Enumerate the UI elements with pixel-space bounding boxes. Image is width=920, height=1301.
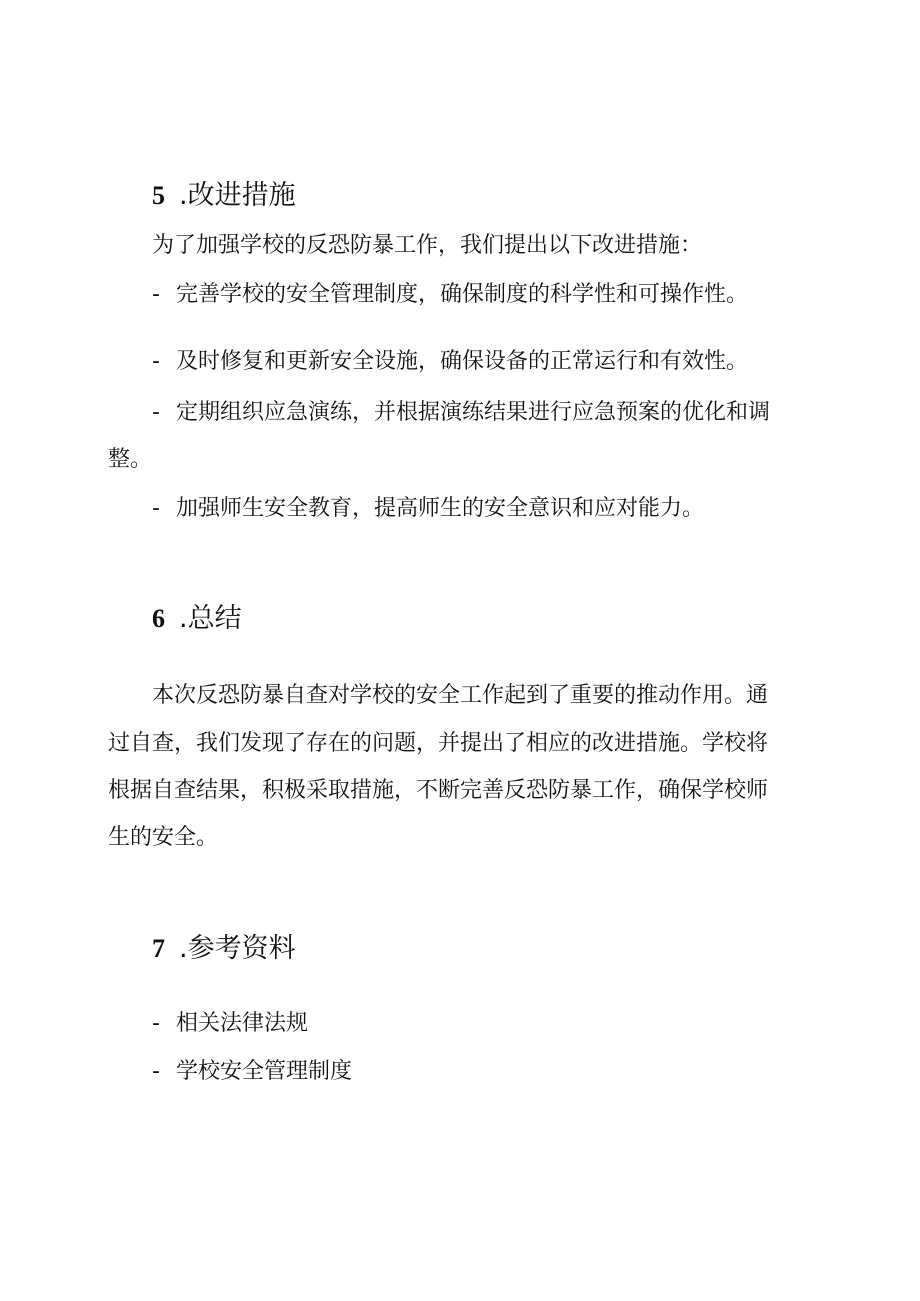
section-5-item-3 — [152, 398, 770, 428]
section-7-title: .参考资料 — [179, 933, 296, 964]
section-6-number: 6 — [152, 604, 165, 633]
section-7-heading — [152, 933, 296, 965]
section-5-item-3-text: 定期组织应急演练，并根据演练结果进行应急预案的优化和调 — [176, 400, 771, 425]
section-6-paragraph-line-1: 本次反恐防暴自查对学校的安全工作起到了重要的推动作用。通 — [152, 683, 769, 708]
section-7-item-2-text: 学校安全管理制度 — [176, 1059, 353, 1084]
section-6-paragraph-line-3: 根据自查结果，积极采取措施，不断完善反恐防暴工作，确保学校师 — [108, 778, 769, 803]
bullet-dash: - — [152, 400, 160, 425]
bullet-dash: - — [152, 282, 160, 307]
section-6-heading — [152, 603, 242, 635]
section-6-paragraph-line-2: 过自查，我们发现了存在的问题，并提出了相应的改进措施。学校将 — [108, 731, 769, 756]
section-5-item-2 — [152, 347, 748, 377]
section-5-item-4 — [152, 494, 704, 524]
section-5-heading — [152, 180, 296, 212]
section-5-item-1 — [152, 280, 748, 310]
bullet-dash: - — [152, 1059, 160, 1084]
section-7-item-1-text: 相关法律法规 — [176, 1011, 309, 1036]
bullet-dash: - — [152, 496, 160, 521]
section-5-item-3-continuation: 整。 — [108, 447, 153, 472]
section-5-number: 5 — [152, 181, 165, 210]
section-5-item-2-text: 及时修复和更新安全设施，确保设备的正常运行和有效性。 — [176, 349, 749, 374]
bullet-dash: - — [152, 1011, 160, 1036]
section-6-paragraph-line-4: 生的安全。 — [108, 825, 219, 850]
bullet-dash: - — [152, 349, 160, 374]
section-5-item-4-text: 加强师生安全教育，提高师生的安全意识和应对能力。 — [176, 496, 705, 521]
section-7-item-1 — [152, 1009, 308, 1039]
section-5-intro: 为了加强学校的反恐防暴工作，我们提出以下改进措施： — [152, 233, 703, 258]
section-6-title: .总结 — [179, 603, 242, 634]
section-7-number: 7 — [152, 934, 165, 963]
section-7-item-2 — [152, 1057, 352, 1087]
section-5-item-1-text: 完善学校的安全管理制度，确保制度的科学性和可操作性。 — [176, 282, 749, 307]
section-5-title: .改进措施 — [179, 180, 296, 211]
